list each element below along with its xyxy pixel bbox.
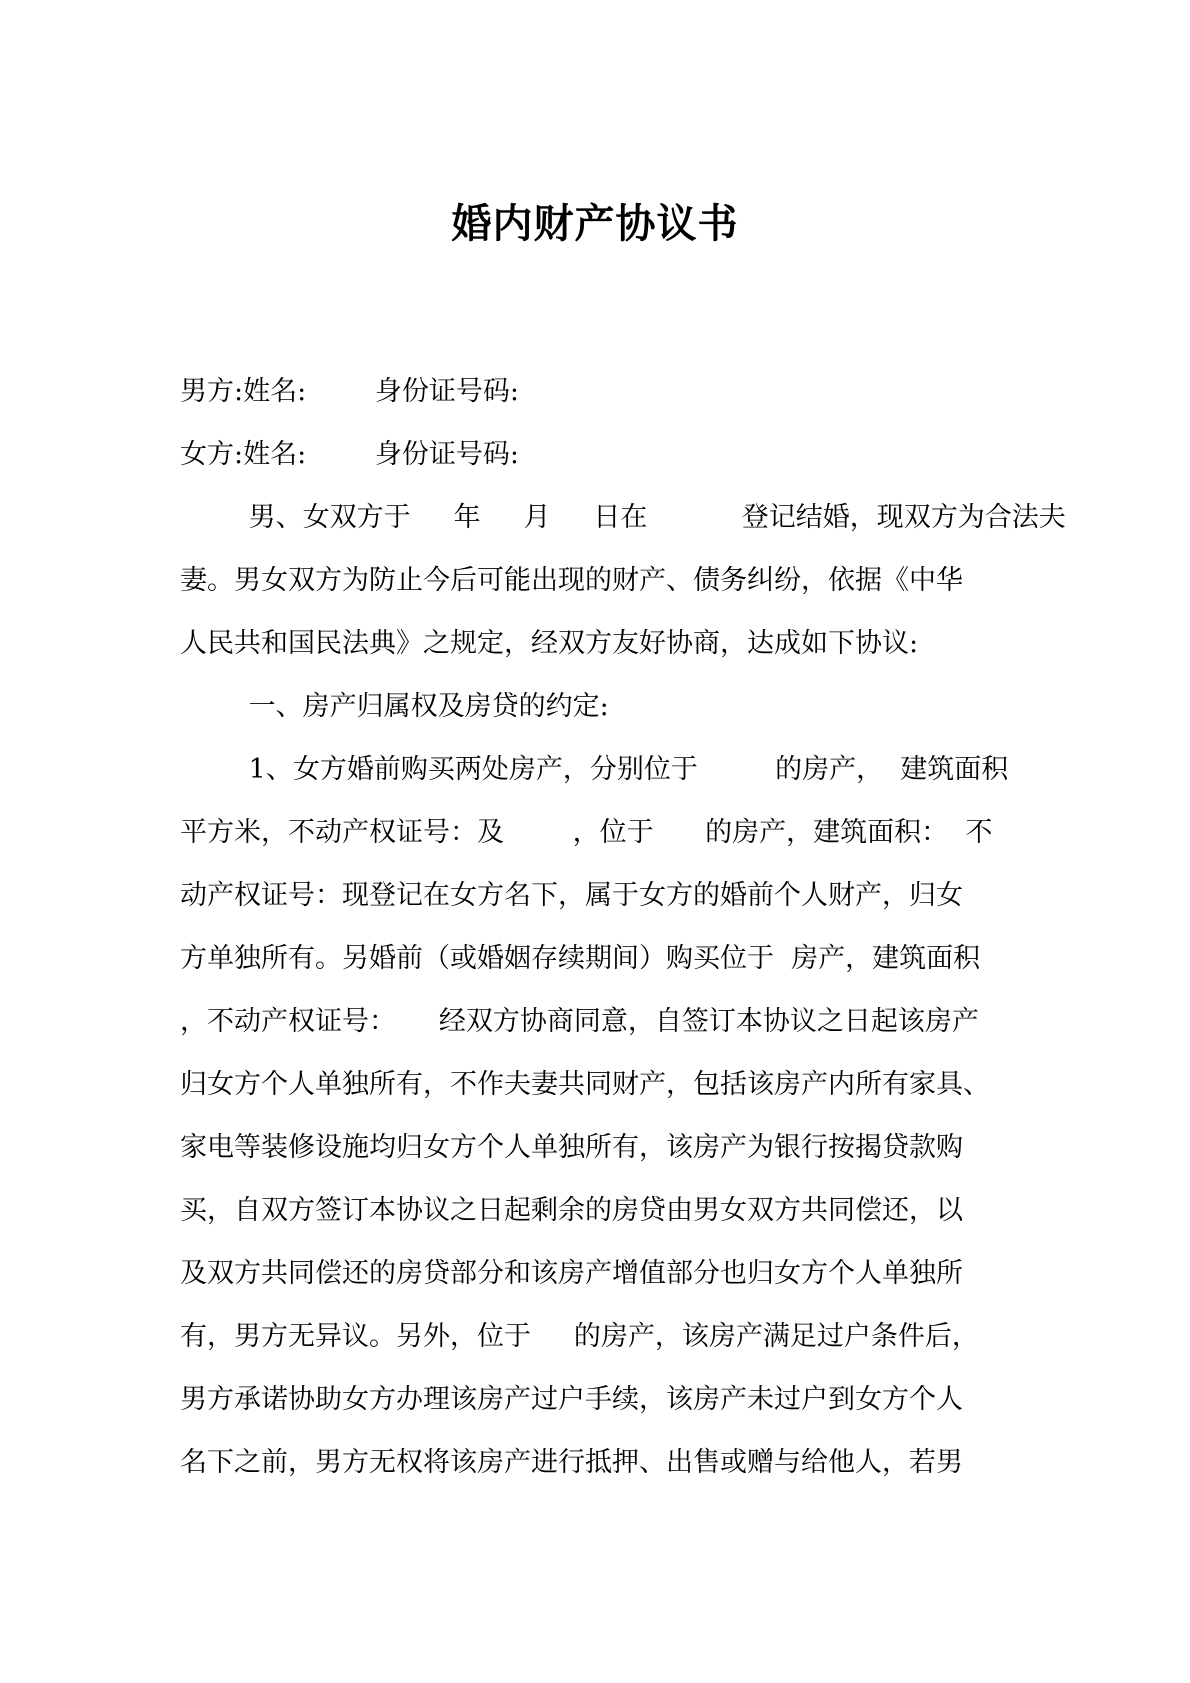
text-line: 人民共和国民法典》之规定，经双方友好协商，达成如下协议:	[180, 628, 919, 659]
text-line: 男方承诺协助女方办理该房产过户手续，该房产未过户到女方个人	[180, 1384, 963, 1415]
text-line: 动产权证号：现登记在女方名下，属于女方的婚前个人财产，归女	[180, 880, 963, 911]
text-line: 方单独所有。另婚前（或婚姻存续期间）购买位于 房产，建筑面积	[180, 943, 981, 974]
text-line: 一、房产归属权及房贷的约定:	[180, 691, 609, 722]
text-line: 1、女方婚前购买两处房产，分别位于 的房产， 建筑面积	[180, 754, 1009, 785]
text-line: 男方:姓名: 身份证号码:	[180, 376, 519, 407]
text-line: 及双方共同偿还的房贷部分和该房产增值部分也归女方个人单独所	[180, 1258, 963, 1289]
text-line: 名下之前，男方无权将该房产进行抵押、出售或赠与给他人，若男	[180, 1447, 963, 1478]
text-line: 归女方个人单独所有，不作夫妻共同财产，包括该房产内所有家具、	[180, 1069, 990, 1100]
text-line: 女方:姓名: 身份证号码:	[180, 439, 519, 470]
document-title: 婚内财产协议书	[451, 201, 739, 247]
text-line: 家电等装修设施均归女方个人单独所有，该房产为银行按揭贷款购	[180, 1132, 963, 1163]
text-line: 妻。男女双方为防止今后可能出现的财产、债务纠纷，依据《中华	[180, 565, 963, 596]
text-line: 买，自双方签订本协议之日起剩余的房贷由男女双方共同偿还，以	[180, 1195, 963, 1226]
text-line: 男、女双方于 年 月 日在 登记结婚，现双方为合法夫	[180, 502, 1066, 533]
text-line: 平方米，不动产权证号：及 ，位于 的房产，建筑面积： 不	[180, 817, 993, 848]
text-line: ，不动产权证号： 经双方协商同意，自签订本协议之日起该房产	[180, 1006, 979, 1037]
document-body	[180, 360, 1066, 1494]
text-line: 有，男方无异议。另外，位于 的房产，该房产满足过户条件后，	[180, 1321, 979, 1352]
